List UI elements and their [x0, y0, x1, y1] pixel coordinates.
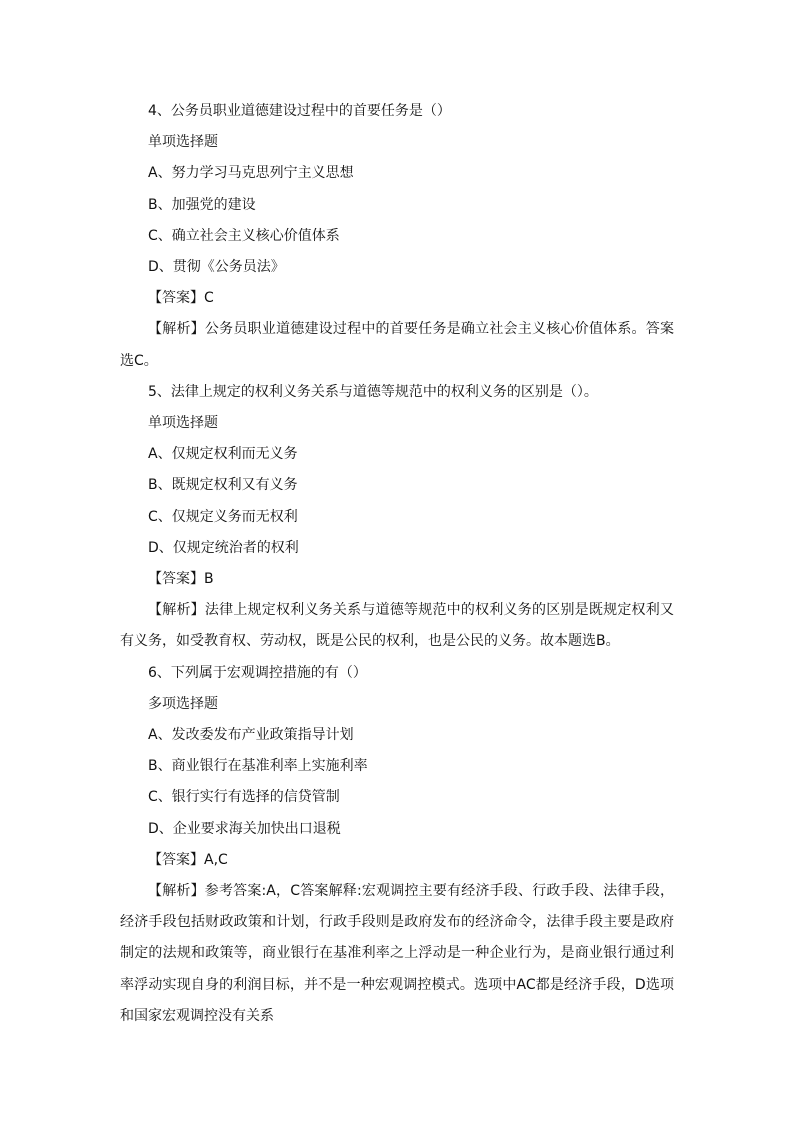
answer-key: 【答案】C	[148, 290, 214, 307]
answer-key: 【答案】B	[148, 571, 214, 588]
answer-option: A、努力学习马克思列宁主义思想	[148, 165, 354, 182]
answer-option: A、发改委发布产业政策指导计划	[148, 727, 354, 744]
answer-option: B、加强党的建设	[148, 196, 256, 213]
question-stem: 4、公务员职业道德建设过程中的首要任务是（）	[148, 103, 451, 119]
answer-option: D、企业要求海关加快出口退税	[148, 820, 341, 837]
answer-option: B、商业银行在基准利率上实施利率	[148, 758, 368, 775]
answer-option: A、仅规定权利而无义务	[148, 446, 298, 463]
answer-analysis: 【解析】参考答案:A，C答案解释:宏观调控主要有经济手段、行政手段、法律手段，经济手段包括财政政策和计划，行政手段则是政府发布的经济命令，法律手段主要是政府制定的法规和政策等，商业银行在基准利率之上浮动是一种企业行为，是商业银行通过利率浮动实现自身的利润目标，并不是一种宏观调控模式。选项中AC都是经济手段，D选项和国家宏观调控没有关系	[120, 883, 674, 1024]
answer-analysis: 【解析】公务员职业道德建设过程中的首要任务是确立社会主义核心价值体系。答案选C。	[120, 321, 674, 369]
answer-option: C、仅规定义务而无权利	[148, 508, 298, 525]
answer-option: D、仅规定统治者的权利	[148, 539, 299, 556]
answer-option: C、银行实行有选择的信贷管制	[148, 789, 340, 806]
answer-option: D、贯彻《公务员法》	[148, 259, 285, 276]
question-stem: 5、法律上规定的权利义务关系与道德等规范中的权利义务的区别是（）。	[148, 383, 598, 400]
answer-option: C、确立社会主义核心价值体系	[148, 227, 340, 244]
answer-option: B、既规定权利又有义务	[148, 477, 298, 494]
question-stem: 6、下列属于宏观调控措施的有（）	[148, 664, 367, 681]
question-type: 单项选择题	[148, 134, 218, 151]
answer-analysis: 【解析】法律上规定权利义务关系与道德等规范中的权利义务的区别是既规定权利又有义务，如受教育权、劳动权，既是公民的权利，也是公民的义务。故本题选B。	[120, 602, 674, 650]
question-type: 多项选择题	[148, 695, 218, 712]
answer-key: 【答案】A,C	[148, 851, 228, 868]
document-page	[120, 96, 674, 1032]
question-type: 单项选择题	[148, 415, 218, 432]
